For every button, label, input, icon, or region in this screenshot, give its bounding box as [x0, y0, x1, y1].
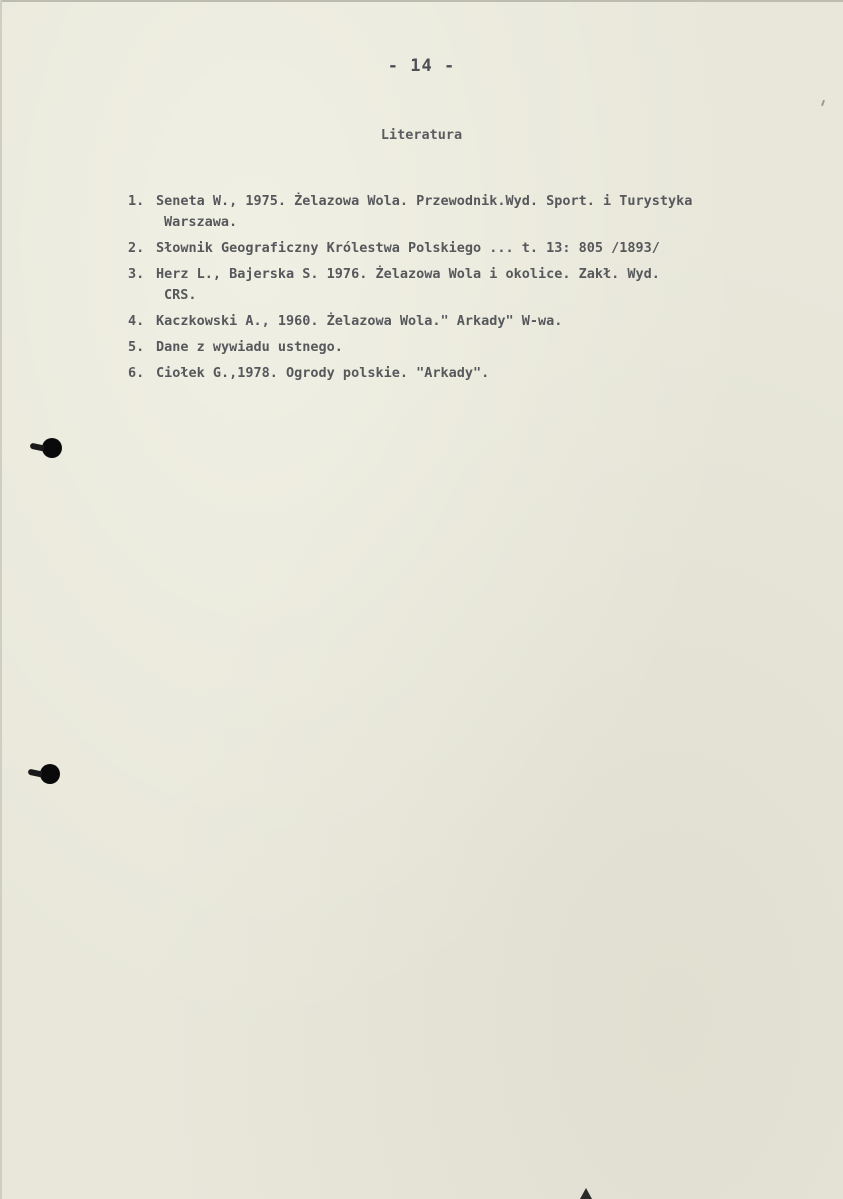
reference-continuation: Warszawa.: [164, 214, 238, 230]
page-number: - 14 -: [387, 56, 456, 76]
reference-number: 5.: [128, 339, 145, 355]
reference-text: Kaczkowski A., 1960. Żelazowa Wola." Arkady" W-wa.: [156, 313, 563, 329]
paper-speck: [821, 100, 825, 106]
reference-continuation: CRS.: [164, 287, 197, 303]
reference-text: Słownik Geograficzny Królestwa Polskiego ... t. 13: 805 /1893/: [156, 240, 660, 256]
reference-text: Seneta W., 1975. Żelazowa Wola. Przewodnik.Wyd. Sport. i Turystyka: [156, 193, 693, 209]
reference-item: [128, 191, 828, 233]
reference-text: Herz L., Bajerska S. 1976. Żelazowa Wola i okolice. Zakł. Wyd.: [156, 266, 660, 282]
paper-edge-top: [0, 0, 843, 2]
reference-item: [128, 337, 828, 358]
punch-hole-mark: [40, 764, 60, 784]
reference-number: 2.: [128, 240, 145, 256]
reference-item: [128, 264, 828, 306]
reference-item: [128, 238, 828, 259]
punch-hole-mark: [42, 438, 62, 458]
reference-text: Dane z wywiadu ustnego.: [156, 339, 343, 355]
reference-number: 6.: [128, 365, 145, 381]
paper-edge-left: [0, 0, 2, 1199]
reference-item: [128, 311, 828, 332]
reference-number: 3.: [128, 266, 145, 282]
reference-item: [128, 363, 828, 384]
reference-number: 4.: [128, 313, 145, 329]
reference-list: [128, 191, 828, 389]
reference-number: 1.: [128, 193, 145, 209]
paper-clip-mark: [580, 1188, 592, 1199]
section-heading: Literatura: [380, 127, 463, 143]
reference-text: Ciołek G.,1978. Ogrody polskie. "Arkady".: [156, 365, 490, 381]
